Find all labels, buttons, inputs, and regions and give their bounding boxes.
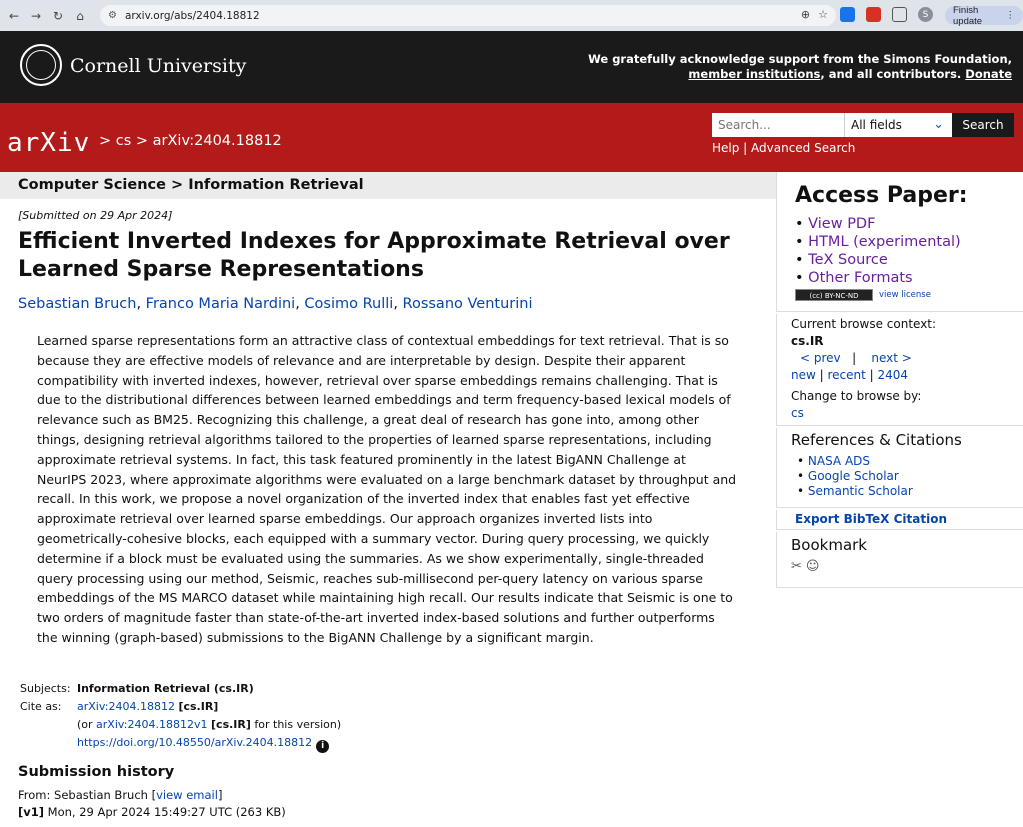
author-link[interactable]: Franco Maria Nardini [145,296,296,312]
new-link[interactable]: new [791,368,816,382]
bibsonomy-icon[interactable]: ✂ [791,559,802,574]
access-paper-title: Access Paper: [795,183,968,208]
search-button[interactable]: Search [952,113,1014,137]
doi-link[interactable]: https://doi.org/10.48550/arXiv.2404.18812 [77,736,313,749]
browser-toolbar [0,0,1023,31]
access-links [795,215,961,287]
author-link[interactable]: Rossano Venturini [402,296,533,312]
donate-link[interactable]: Donate [965,67,1012,81]
browse-context-panel: Current browse context: cs.IR < prev | next > new | recent | 2404 Change to browse by: cs [776,314,1023,426]
version-text: Mon, 29 Apr 2024 15:49:27 UTC (263 KB) [44,805,286,819]
chevron-down-icon: ⌄ [933,117,944,132]
main-content [0,172,776,819]
list-item [795,269,961,287]
google-scholar-link[interactable]: Google Scholar [807,469,899,483]
bookmark-star-icon[interactable]: ☆ [818,8,828,21]
home-icon[interactable]: ⌂ [76,8,84,23]
submission-history [18,787,286,821]
export-bibtex-link[interactable]: Export BibTeX Citation [776,510,1023,530]
browse-context-label: Current browse context: [791,317,937,331]
cc-license-icon[interactable]: (cc) BY-NC-ND [795,289,873,301]
prev-link[interactable]: < prev [800,351,841,365]
other-formats-link[interactable]: Other Formats [808,270,913,286]
finish-update-label: Finish update [953,4,983,27]
license [795,289,931,301]
browse-cs-link[interactable]: cs [791,406,804,420]
info-icon[interactable]: i [316,740,329,753]
author-link[interactable]: Cosimo Rulli [304,296,394,312]
abstract: Learned sparse representations form an attractive class of contextual embeddings for text retrieval. That is so because they are effective models of relevance and are interpretable by design. Despite their apparent compatibility with inverted indexes, however, retrieval over sparse embeddings remains challenging. That is due to the distributional differences between learned embeddings and term frequency-based lexical models of relevance such as BM25. Recognizing this challenge, a great deal of research has gone into, among other things, designing retrieval algorithms tailored to the properties of learned sparse representations, including approximate retrieval systems. In fact, this task featured prominently in the latest BigANN Challenge at NeurIPS 2023, where approximate algorithms were evaluated on a large benchmark dataset by throughput and recall. In this work, we propose a novel organization of the inverted index that enables fast yet effective approximate retrieval over learned sparse embeddings. Our approach organizes inverted lists into geometrically-cohesive blocks, each equipped with a summary vector. During query processing, we quickly determine if a block must be evaluated using the summaries. As we show experimentally, single-threaded query processing using our method, Seismic, reaches sub-millisecond per-query latency on various sparse embeddings of the MS MARCO dataset while maintaining high recall. Our results indicate that Seismic is one to two orders of magnitude faster than state-of-the-art inverted index-based solutions and further outperforms the winning (graph-based) submissions to the BigANN Challenge by a significant margin. [37,333,737,645]
submission-history-title: Submission history [18,764,175,780]
search-field-value: All fields [851,118,902,132]
cite-tag: [cs.IR] [211,718,251,731]
html-link[interactable]: HTML (experimental) [808,234,961,250]
list-item [795,233,961,251]
from-prefix: From: Sebastian Bruch [ [18,788,157,802]
year-link[interactable]: 2404 [877,368,909,382]
submitted-date: [Submitted on 29 Apr 2024] [18,209,173,222]
view-license-link[interactable]: view license [879,290,931,300]
cornell-name[interactable]: Cornell University [70,55,247,77]
references-title: References & Citations [791,431,962,449]
view-email-link[interactable]: view email [156,788,218,802]
change-browse-label: Change to browse by: [791,389,922,403]
address-bar[interactable] [100,5,836,26]
support-line1: We gratefully acknowledge support from the Simons Foundation, [588,52,1012,66]
bookmark-panel [776,532,1023,588]
zoom-icon[interactable]: ⊕ [800,8,811,21]
forward-icon[interactable]: → [30,8,42,23]
support-text [588,52,1012,82]
browse-context-value: cs.IR [791,334,824,348]
semantic-scholar-link[interactable]: Semantic Scholar [807,484,913,498]
site-info-icon[interactable]: ⚙ [108,10,117,21]
cite-label: Cite as: [20,700,62,713]
list-item [797,469,913,484]
reload-icon[interactable]: ↻ [52,8,64,23]
cornell-header [0,31,1023,103]
list-item [797,484,913,499]
url-text: arxiv.org/abs/2404.18812 [124,9,260,22]
extension-icon[interactable] [840,7,855,22]
extensions-puzzle-icon[interactable] [892,7,907,22]
back-icon[interactable]: ← [8,8,20,23]
nasa-ads-link[interactable]: NASA ADS [807,454,871,468]
list-item [797,454,913,469]
tex-source-link[interactable]: TeX Source [808,252,888,268]
recent-link[interactable]: recent [827,368,866,382]
next-link[interactable]: next > [871,351,912,365]
subjects-value: Information Retrieval (cs.IR) [77,682,254,695]
search-field-select[interactable] [844,113,952,137]
cornell-seal-icon[interactable] [20,44,62,86]
subjects-label: Subjects: [20,682,71,695]
profile-avatar[interactable]: S [918,7,933,22]
author-link[interactable]: Sebastian Bruch [18,296,137,312]
cite-tag: [cs.IR] [178,700,219,713]
or-prefix: (or [77,718,97,731]
arxiv-header [0,103,1023,172]
version-tag: [v1] [18,805,45,819]
paper-title: Efficient Inverted Indexes for Approximate Retrieval over Learned Sparse Representations [18,229,730,282]
references-panel [776,428,1023,508]
cite-v1-link[interactable]: arXiv:2404.18812v1 [96,718,208,731]
access-paper-panel [776,172,1023,312]
breadcrumb[interactable]: > cs > arXiv:2404.18812 [99,133,282,149]
list-item [795,215,961,233]
metadata-table [20,680,341,753]
extension-icon[interactable] [866,7,881,22]
help-advanced-search-links[interactable]: Help | Advanced Search [712,141,856,155]
finish-update-button[interactable]: Finish update ⋮ [945,6,1023,25]
member-institutions-link[interactable]: member institutions [688,67,821,81]
list-item [795,251,961,269]
subject-header: Computer Science > Information Retrieval [0,172,776,199]
references-links [797,454,913,499]
support-mid: , and all contributors. [820,67,962,81]
search-input[interactable] [712,113,844,137]
cite-id-link[interactable]: arXiv:2404.18812 [77,700,175,713]
view-pdf-link[interactable]: View PDF [808,216,876,232]
from-suffix: ] [217,788,223,802]
arxiv-logo[interactable]: arXiv [7,128,91,158]
bookmark-title: Bookmark [791,536,867,554]
or-suffix: for this version) [250,718,342,731]
authors-list: Sebastian Bruch, Franco Maria Nardini, Cosimo Rulli, Rossano Venturini [18,296,533,312]
reddit-icon[interactable]: ☺ [805,559,820,574]
